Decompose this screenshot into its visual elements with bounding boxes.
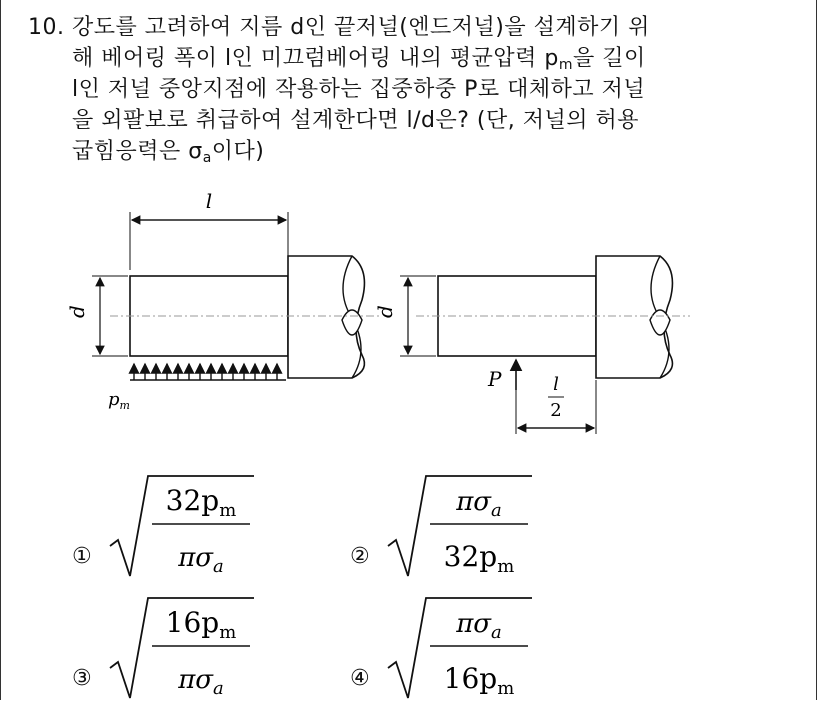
choice-4-marker: ④: [350, 666, 370, 691]
choice-3-marker: ③: [72, 666, 92, 691]
half-length-denominator: 2: [550, 400, 562, 421]
choice-1-denominator: $\pi\sigma_a$: [178, 543, 224, 577]
choice-4-formula: [384, 592, 534, 704]
diameter-label-left: d: [65, 305, 89, 318]
pm-subscript: m: [558, 57, 573, 73]
choice-2-denominator: $32p_m$: [443, 540, 515, 577]
choice-3-formula: [106, 592, 256, 704]
question-text-4: 을 외팔보로 취급하여 설계한다면 l/d은? (단, 저널의 허용: [72, 108, 639, 133]
question-line-2: [28, 43, 788, 74]
question-text-1: 강도를 고려하여 지름 d인 끝저널(엔드저널)을 설계하기 위: [72, 15, 650, 40]
pressure-label: $p_m$: [108, 389, 130, 412]
question-line-4: [28, 105, 788, 136]
question-text-3: l인 저널 중앙지점에 작용하는 집중하중 P로 대체하고 저널: [72, 77, 646, 102]
question-number: 10.: [28, 15, 65, 40]
choice-2-marker: ②: [350, 544, 370, 569]
half-length-numerator: l: [553, 374, 559, 395]
question-text: [28, 12, 788, 167]
question-text-2b: 을 길이: [572, 46, 646, 71]
journal-diagram: [65, 189, 710, 450]
point-load-label: P: [488, 367, 502, 391]
choice-2-formula: [384, 470, 534, 582]
choice-4-numerator: $\pi\sigma_a$: [456, 609, 502, 643]
question-text-5b: 이다): [211, 139, 265, 164]
diameter-label-right: d: [373, 305, 397, 318]
choice-3-numerator: $16p_m$: [165, 606, 237, 643]
choice-2-numerator: $\pi\sigma_a$: [456, 487, 502, 521]
left-journal-figure: [65, 189, 380, 412]
right-journal-figure: [373, 256, 690, 434]
question-line-5: [28, 136, 788, 167]
sigma-subscript: a: [202, 150, 212, 166]
pressure-arrows: [134, 364, 277, 380]
length-label: l: [205, 189, 213, 213]
choice-1-marker: ①: [72, 544, 92, 569]
choice-3-denominator: $\pi\sigma_a$: [178, 665, 224, 699]
question-text-2a: 해 베어링 폭이 l인 미끄럼베어링 내의 평균압력 p: [72, 46, 559, 71]
choice-1-numerator: $32p_m$: [165, 484, 237, 521]
question-text-5a: 굽힘응력은 σ: [72, 139, 203, 164]
question-line-3: [28, 74, 788, 105]
choice-4-denominator: $16p_m$: [443, 662, 515, 699]
choice-1-formula: [106, 470, 256, 582]
question-line-1: [28, 12, 788, 43]
